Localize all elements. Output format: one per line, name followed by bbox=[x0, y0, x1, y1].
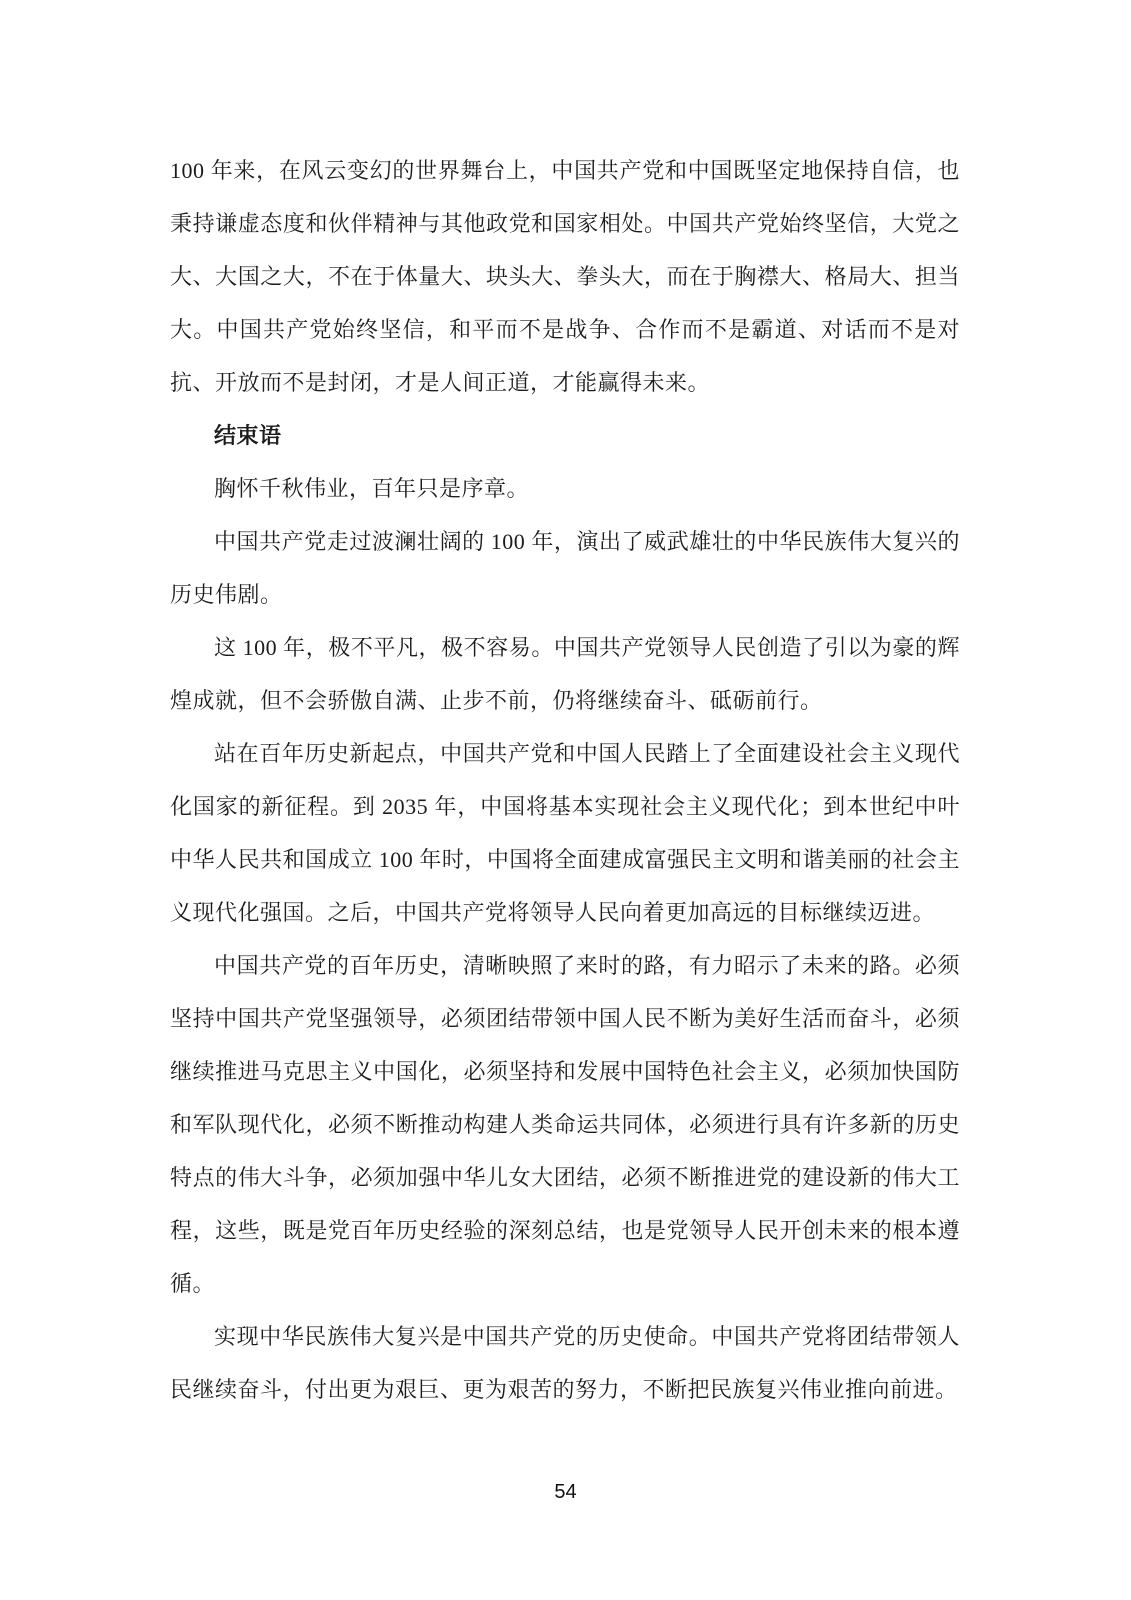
paragraph: 实现中华民族伟大复兴是中国共产党的历史使命。中国共产党将团结带领人民继续奋斗，付出更为艰巨、更为艰苦的努力，不断把民族复兴伟业推向前进。 bbox=[170, 1324, 960, 1402]
paragraph: 站在百年历史新起点，中国共产党和中国人民踏上了全面建设社会主义现代化国家的新征程。到 2035 年，中国将基本实现社会主义现代化；到本世纪中叶中华人民共和国成立 100 年时，中国将全面建成富强民主文明和谐美丽的社会主义现代化强国。之后，中国共产党将领导人民向着更加高远的目标继续迈进。 bbox=[170, 741, 960, 925]
section-heading-conclusion: 结束语 bbox=[214, 423, 282, 448]
paragraph: 中国共产党走过波澜壮阔的 100 年，演出了威武雄壮的中华民族伟大复兴的历史伟剧。 bbox=[170, 529, 960, 607]
paragraph: 这 100 年，极不平凡，极不容易。中国共产党领导人民创造了引以为豪的辉煌成就，但不会骄傲自满、止步不前，仍将继续奋斗、砥砺前行。 bbox=[170, 635, 960, 713]
continued-paragraph: 100 年来，在风云变幻的世界舞台上，中国共产党和中国既坚定地保持自信，也秉持谦虚态度和伙伴精神与其他政党和国家相处。中国共产党始终坚信，大党之大、大国之大，不在于体量大、块头大、拳头大，而在于胸襟大、格局大、担当大。中国共产党始终坚信，和平而不是战争、合作而不是霸道、对话而不是对抗、开放而不是封闭，才是人间正道，才能赢得未来。 bbox=[170, 158, 960, 395]
text-block bbox=[170, 144, 960, 1416]
paragraph: 中国共产党的百年历史，清晰映照了来时的路，有力昭示了未来的路。必须坚持中国共产党坚强领导，必须团结带领中国人民不断为美好生活而奋斗，必须继续推进马克思主义中国化，必须坚持和发展中国特色社会主义，必须加快国防和军队现代化，必须不断推动构建人类命运共同体，必须进行具有许多新的历史特点的伟大斗争，必须加强中华儿女大团结，必须不断推进党的建设新的伟大工程，这些，既是党百年历史经验的深刻总结，也是党领导人民开创未来的根本遵循。 bbox=[170, 953, 960, 1296]
paragraph: 胸怀千秋伟业，百年只是序章。 bbox=[214, 476, 530, 501]
page-number: 54 bbox=[554, 1481, 577, 1503]
